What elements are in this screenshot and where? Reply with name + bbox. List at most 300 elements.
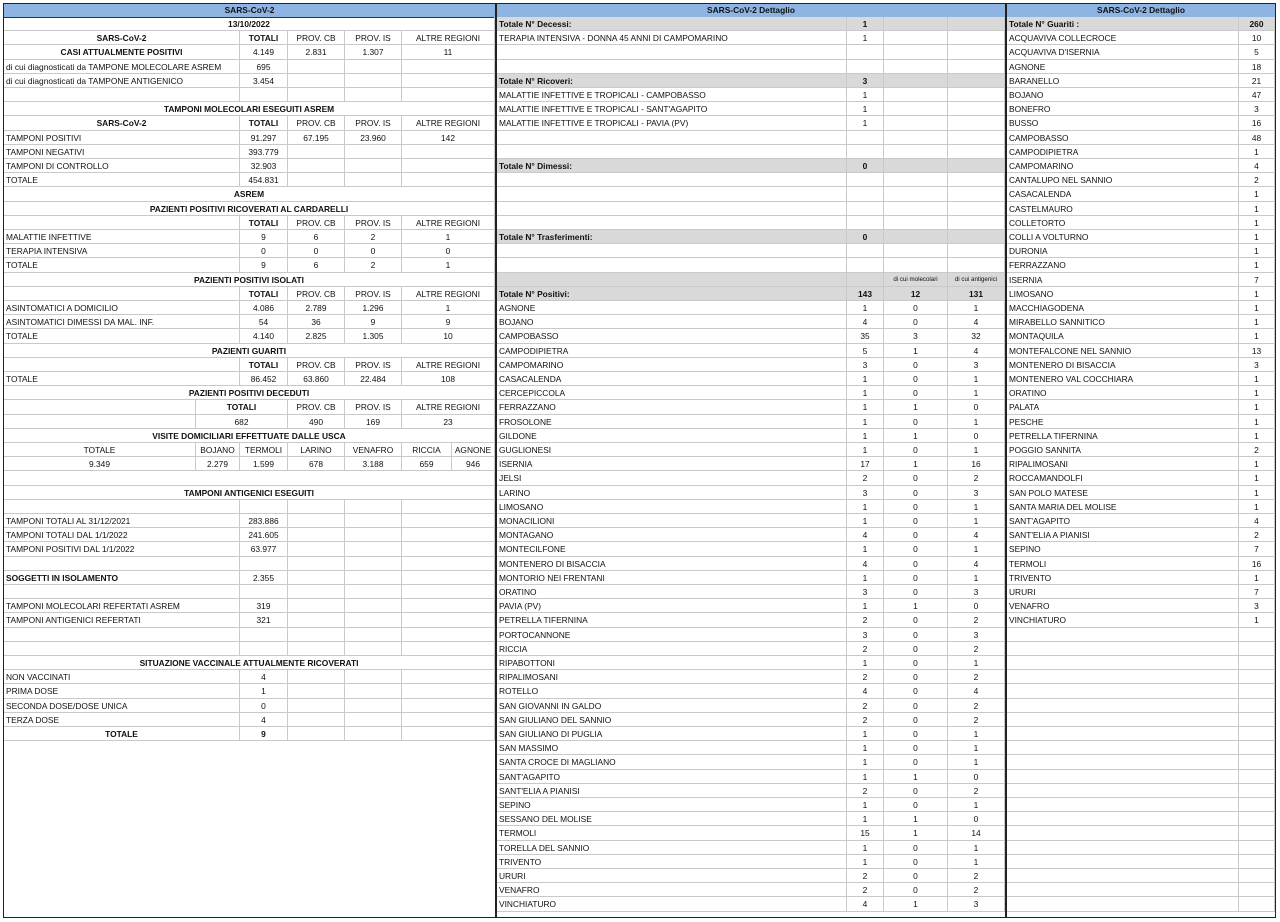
table-cell: NON VACCINATI: [4, 670, 240, 684]
table-cell: [1007, 713, 1239, 727]
table-cell: TOTALI: [240, 116, 288, 130]
table-cell: [402, 60, 495, 74]
table-cell: 1: [1239, 571, 1275, 585]
table-cell: TERAPIA INTENSIVA: [4, 244, 240, 258]
table-cell: 1: [847, 429, 884, 443]
table-cell: 0: [884, 841, 948, 855]
table-cell: 2.279: [196, 457, 240, 471]
table-cell: 0: [884, 628, 948, 642]
table-cell: PETRELLA TIFERNINA: [497, 613, 847, 627]
table-row: [1007, 443, 1275, 457]
table-row: [4, 102, 495, 116]
table-cell: [1007, 869, 1239, 883]
table-cell: PROV. CB: [288, 31, 345, 45]
table-row: [4, 656, 495, 670]
table-cell: [4, 400, 196, 414]
table-cell: 0: [884, 613, 948, 627]
table-row: [1007, 514, 1275, 528]
table-cell: 0: [884, 585, 948, 599]
table-cell: JELSI: [497, 471, 847, 485]
table-cell: 241.605: [240, 528, 288, 542]
table-row: [4, 684, 495, 698]
table-cell: 1: [948, 542, 1005, 556]
table-cell: 1: [1239, 471, 1275, 485]
table-cell: [4, 415, 196, 429]
table-cell: [288, 713, 345, 727]
table-row: [1007, 358, 1275, 372]
table-cell: [884, 216, 948, 230]
table-cell: SANTA MARIA DEL MOLISE: [1007, 500, 1239, 514]
table-row: [1007, 670, 1275, 684]
table-cell: [1007, 684, 1239, 698]
table-row: [1007, 159, 1275, 173]
table-cell: 1: [1239, 315, 1275, 329]
table-cell: TERAPIA INTENSIVA - DONNA 45 ANNI DI CAMPOMARINO: [497, 31, 847, 45]
table-cell: [288, 514, 345, 528]
table-cell: [402, 670, 495, 684]
table-cell: 3: [847, 486, 884, 500]
table-cell: MONTAQUILA: [1007, 329, 1239, 343]
table-cell: [288, 727, 345, 741]
table-cell: [884, 17, 948, 31]
table-cell: 9.349: [4, 457, 196, 471]
table-cell: PAZIENTI POSITIVI RICOVERATI AL CARDARELLI: [4, 202, 495, 216]
table-cell: [345, 713, 402, 727]
table-cell: TAMPONI MOLECOLARI REFERTATI ASREM: [4, 599, 240, 613]
table-cell: PROV. CB: [288, 116, 345, 130]
table-row: [497, 45, 1005, 59]
table-cell: 2: [948, 883, 1005, 897]
table-cell: [847, 273, 884, 287]
table-row: [4, 542, 495, 556]
table-cell: 4: [847, 557, 884, 571]
table-cell: 7: [1239, 585, 1275, 599]
table-cell: [847, 145, 884, 159]
table-cell: 6: [288, 258, 345, 272]
table-cell: 3: [948, 358, 1005, 372]
table-cell: 1: [847, 656, 884, 670]
table-cell: SOGGETTI IN ISOLAMENTO: [4, 571, 240, 585]
table-row: [497, 628, 1005, 642]
table-cell: [288, 684, 345, 698]
table-row: [1007, 287, 1275, 301]
table-row: [1007, 457, 1275, 471]
table-cell: ACQUAVIVA D'ISERNIA: [1007, 45, 1239, 59]
table-cell: 1: [948, 571, 1005, 585]
table-cell: 454.831: [240, 173, 288, 187]
table-cell: 283.886: [240, 514, 288, 528]
table-cell: [1007, 699, 1239, 713]
table-cell: di cui antigenici: [948, 273, 1005, 287]
table-cell: 1: [948, 741, 1005, 755]
table-row: [497, 202, 1005, 216]
table-cell: [288, 557, 345, 571]
table-cell: 1: [847, 386, 884, 400]
table-row: [4, 315, 495, 329]
table-row: [497, 897, 1005, 911]
table-cell: [345, 699, 402, 713]
table-cell: RICCIA: [402, 443, 452, 457]
table-cell: Totale N° Positivi:: [497, 287, 847, 301]
table-cell: SAN MASSIMO: [497, 741, 847, 755]
table-cell: 0: [884, 528, 948, 542]
table-cell: ALTRE REGIONI: [402, 116, 495, 130]
table-cell: BOJANO: [1007, 88, 1239, 102]
table-row: [1007, 542, 1275, 556]
table-cell: 1: [884, 457, 948, 471]
table-cell: 67.195: [288, 131, 345, 145]
table-cell: 2: [847, 784, 884, 798]
table-cell: LIMOSANO: [497, 500, 847, 514]
table-cell: 9: [240, 230, 288, 244]
table-cell: 1: [847, 443, 884, 457]
table-row: [1007, 372, 1275, 386]
table-cell: [847, 45, 884, 59]
table-cell: SARS-CoV-2: [4, 31, 240, 45]
table-cell: [1007, 656, 1239, 670]
table-cell: CAMPOMARINO: [1007, 159, 1239, 173]
table-cell: 4: [240, 713, 288, 727]
table-cell: 4: [1239, 514, 1275, 528]
table-cell: 946: [452, 457, 495, 471]
table-cell: 32.903: [240, 159, 288, 173]
table-cell: CAMPODIPIETRA: [1007, 145, 1239, 159]
table-cell: VISITE DOMICILIARI EFFETTUATE DALLE USCA: [4, 429, 495, 443]
table-cell: PROV. CB: [288, 287, 345, 301]
table-cell: 2: [847, 699, 884, 713]
table-row: [4, 358, 495, 372]
table-cell: SAN GIULIANO DI PUGLIA: [497, 727, 847, 741]
table-cell: 1: [847, 571, 884, 585]
panel-detail-recovered: [1007, 4, 1275, 917]
table-cell: 32: [948, 329, 1005, 343]
table-cell: 0: [884, 755, 948, 769]
table-row: [497, 670, 1005, 684]
table-cell: [345, 642, 402, 656]
table-cell: [948, 45, 1005, 59]
table-cell: SANT'ELIA A PIANISI: [1007, 528, 1239, 542]
table-cell: 1: [948, 500, 1005, 514]
table-cell: 1: [1239, 415, 1275, 429]
table-row: [497, 429, 1005, 443]
table-cell: MACCHIAGODENA: [1007, 301, 1239, 315]
table-row: [4, 585, 495, 599]
table-cell: TOTALE: [4, 258, 240, 272]
table-cell: [1239, 684, 1275, 698]
table-cell: 6: [288, 230, 345, 244]
table-row: [497, 514, 1005, 528]
table-cell: 16: [1239, 116, 1275, 130]
table-cell: [240, 585, 288, 599]
table-cell: [345, 74, 402, 88]
table-cell: ORATINO: [1007, 386, 1239, 400]
table-row: [4, 17, 495, 31]
table-row: [497, 315, 1005, 329]
table-cell: 319: [240, 599, 288, 613]
table-row: [497, 855, 1005, 869]
table-cell: FERRAZZANO: [1007, 258, 1239, 272]
table-cell: 2: [1239, 173, 1275, 187]
table-cell: 2: [847, 471, 884, 485]
table-cell: 4: [1239, 159, 1275, 173]
table-row: [4, 443, 495, 457]
table-row: [1007, 883, 1275, 897]
table-cell: COLLETORTO: [1007, 216, 1239, 230]
table-row: [4, 457, 495, 471]
table-cell: [497, 202, 847, 216]
table-row: [1007, 628, 1275, 642]
table-cell: 0: [884, 486, 948, 500]
table-cell: [1239, 770, 1275, 784]
table-cell: LARINO: [288, 443, 345, 457]
table-cell: TERMOLI: [497, 826, 847, 840]
table-cell: 3: [847, 74, 884, 88]
table-cell: ALTRE REGIONI: [402, 287, 495, 301]
table-row: [4, 486, 495, 500]
table-cell: [1007, 897, 1239, 911]
table-cell: CANTALUPO NEL SANNIO: [1007, 173, 1239, 187]
table-cell: CASI ATTUALMENTE POSITIVI: [4, 45, 240, 59]
table-cell: 0: [884, 869, 948, 883]
table-cell: ASINTOMATICI A DOMICILIO: [4, 301, 240, 315]
table-cell: 1: [1239, 145, 1275, 159]
table-row: [1007, 258, 1275, 272]
table-cell: 1: [884, 897, 948, 911]
table-cell: TORELLA DEL SANNIO: [497, 841, 847, 855]
table-row: [497, 344, 1005, 358]
table-cell: 9: [345, 315, 402, 329]
table-cell: [240, 88, 288, 102]
table-cell: Totale N° Guariti :: [1007, 17, 1239, 31]
table-cell: ROTELLO: [497, 684, 847, 698]
table-cell: 0: [345, 244, 402, 258]
table-cell: MONACILIONI: [497, 514, 847, 528]
table-cell: MONTENERO VAL COCCHIARA: [1007, 372, 1239, 386]
table-cell: 2.831: [288, 45, 345, 59]
table-row: [1007, 88, 1275, 102]
table-cell: MALATTIE INFETTIVE E TROPICALI - CAMPOBASSO: [497, 88, 847, 102]
table-row: [1007, 202, 1275, 216]
table-row: [497, 542, 1005, 556]
table-cell: GUGLIONESI: [497, 443, 847, 457]
table-cell: CERCEPICCOLA: [497, 386, 847, 400]
table-row: [497, 613, 1005, 627]
table-cell: 1: [1239, 386, 1275, 400]
table-cell: SEPINO: [1007, 542, 1239, 556]
table-cell: RIPABOTTONI: [497, 656, 847, 670]
table-cell: [4, 628, 240, 642]
table-row: [497, 826, 1005, 840]
table-cell: 23.960: [345, 131, 402, 145]
table-cell: ISERNIA: [1007, 273, 1239, 287]
table-cell: CASACALENDA: [1007, 187, 1239, 201]
table-row: [4, 116, 495, 130]
table-cell: TRIVENTO: [1007, 571, 1239, 585]
table-cell: CAMPODIPIETRA: [497, 344, 847, 358]
table-row: [1007, 17, 1275, 31]
table-cell: [948, 258, 1005, 272]
table-cell: 4: [948, 528, 1005, 542]
table-cell: 1: [847, 770, 884, 784]
table-cell: [1007, 741, 1239, 755]
table-cell: 169: [345, 415, 402, 429]
table-row: [1007, 684, 1275, 698]
table-cell: 1: [1239, 202, 1275, 216]
table-cell: 0: [884, 443, 948, 457]
table-cell: [345, 60, 402, 74]
table-cell: 23: [402, 415, 495, 429]
table-row: [4, 400, 495, 414]
table-cell: 63.977: [240, 542, 288, 556]
table-cell: 1: [948, 727, 1005, 741]
table-cell: 0: [948, 599, 1005, 613]
table-row: [1007, 102, 1275, 116]
table-cell: TAMPONI ANTIGENICI ESEGUITI: [4, 486, 495, 500]
table-cell: [497, 60, 847, 74]
table-cell: 14: [948, 826, 1005, 840]
table-cell: 2: [847, 670, 884, 684]
table-row: [1007, 301, 1275, 315]
table-cell: ALTRE REGIONI: [402, 31, 495, 45]
table-cell: 1: [847, 542, 884, 556]
table-cell: 2: [847, 642, 884, 656]
table-cell: 0: [847, 230, 884, 244]
table-row: [4, 372, 495, 386]
table-cell: 1: [1239, 400, 1275, 414]
table-row: [497, 187, 1005, 201]
table-cell: [1239, 699, 1275, 713]
table-row: [4, 301, 495, 315]
table-row: [1007, 571, 1275, 585]
table-cell: [1239, 713, 1275, 727]
table-cell: SANT'AGAPITO: [497, 770, 847, 784]
table-cell: 108: [402, 372, 495, 386]
table-row: [497, 230, 1005, 244]
table-row: [497, 699, 1005, 713]
table-cell: 10: [1239, 31, 1275, 45]
table-cell: 0: [884, 514, 948, 528]
table-cell: [288, 88, 345, 102]
table-cell: Totale N° Dimessi:: [497, 159, 847, 173]
table-cell: 18: [1239, 60, 1275, 74]
table-row: [1007, 755, 1275, 769]
table-cell: [497, 173, 847, 187]
table-cell: VINCHIATURO: [497, 897, 847, 911]
table-row: [1007, 613, 1275, 627]
table-cell: [884, 202, 948, 216]
table-row: [1007, 386, 1275, 400]
table-cell: PROV. CB: [288, 216, 345, 230]
table-cell: [345, 514, 402, 528]
table-cell: 9: [240, 258, 288, 272]
table-cell: [884, 230, 948, 244]
table-cell: [402, 571, 495, 585]
table-cell: [1007, 855, 1239, 869]
table-cell: [1007, 826, 1239, 840]
table-cell: TAMPONI ANTIGENICI REFERTATI: [4, 613, 240, 627]
table-cell: ASREM: [4, 187, 495, 201]
table-cell: [402, 713, 495, 727]
table-cell: PALATA: [1007, 400, 1239, 414]
table-row: [497, 74, 1005, 88]
table-cell: [1007, 770, 1239, 784]
table-row: [1007, 727, 1275, 741]
table-cell: [288, 585, 345, 599]
table-cell: 1: [1239, 244, 1275, 258]
table-cell: CAMPOBASSO: [497, 329, 847, 343]
table-row: [1007, 599, 1275, 613]
table-row: [4, 216, 495, 230]
table-cell: [288, 145, 345, 159]
table-cell: [288, 542, 345, 556]
table-cell: Totale N° Ricoveri:: [497, 74, 847, 88]
table-cell: 0: [884, 386, 948, 400]
table-cell: [402, 684, 495, 698]
table-cell: 1: [847, 798, 884, 812]
table-cell: RICCIA: [497, 642, 847, 656]
table-cell: [497, 45, 847, 59]
table-row: [4, 429, 495, 443]
table-cell: 47: [1239, 88, 1275, 102]
table-cell: [847, 60, 884, 74]
table-cell: 1: [847, 812, 884, 826]
table-cell: [847, 216, 884, 230]
table-cell: BOJANO: [497, 315, 847, 329]
table-cell: [402, 628, 495, 642]
table-cell: 0: [884, 642, 948, 656]
table-cell: CASTELMAURO: [1007, 202, 1239, 216]
table-cell: [240, 642, 288, 656]
table-cell: 1: [948, 301, 1005, 315]
table-cell: [884, 102, 948, 116]
table-row: [497, 400, 1005, 414]
table-cell: 1: [948, 443, 1005, 457]
table-cell: PROV. IS: [345, 358, 402, 372]
table-row: [497, 17, 1005, 31]
table-cell: LARINO: [497, 486, 847, 500]
table-row: [497, 443, 1005, 457]
table-cell: Totale N° Trasferimenti:: [497, 230, 847, 244]
table-cell: 2: [345, 258, 402, 272]
table-cell: 3.454: [240, 74, 288, 88]
table-cell: 91.297: [240, 131, 288, 145]
table-cell: TAMPONI MOLECOLARI ESEGUITI ASREM: [4, 102, 495, 116]
table-row: [1007, 187, 1275, 201]
table-cell: POGGIO SANNITA: [1007, 443, 1239, 457]
table-cell: 1: [1239, 287, 1275, 301]
table-row: [1007, 855, 1275, 869]
table-row: [4, 74, 495, 88]
table-cell: [497, 131, 847, 145]
table-cell: PROV. CB: [288, 358, 345, 372]
table-row: [497, 415, 1005, 429]
table-cell: VINCHIATURO: [1007, 613, 1239, 627]
table-cell: 12: [884, 287, 948, 301]
table-cell: [1239, 869, 1275, 883]
table-row: [4, 45, 495, 59]
table-cell: 1: [847, 500, 884, 514]
table-cell: [1239, 628, 1275, 642]
table-cell: [240, 628, 288, 642]
table-cell: 3: [948, 897, 1005, 911]
spreadsheet: [3, 3, 1276, 918]
table-cell: 1: [948, 514, 1005, 528]
table-cell: 1: [884, 344, 948, 358]
table-row: [4, 145, 495, 159]
table-cell: [1007, 784, 1239, 798]
table-cell: [884, 159, 948, 173]
table-cell: [402, 542, 495, 556]
